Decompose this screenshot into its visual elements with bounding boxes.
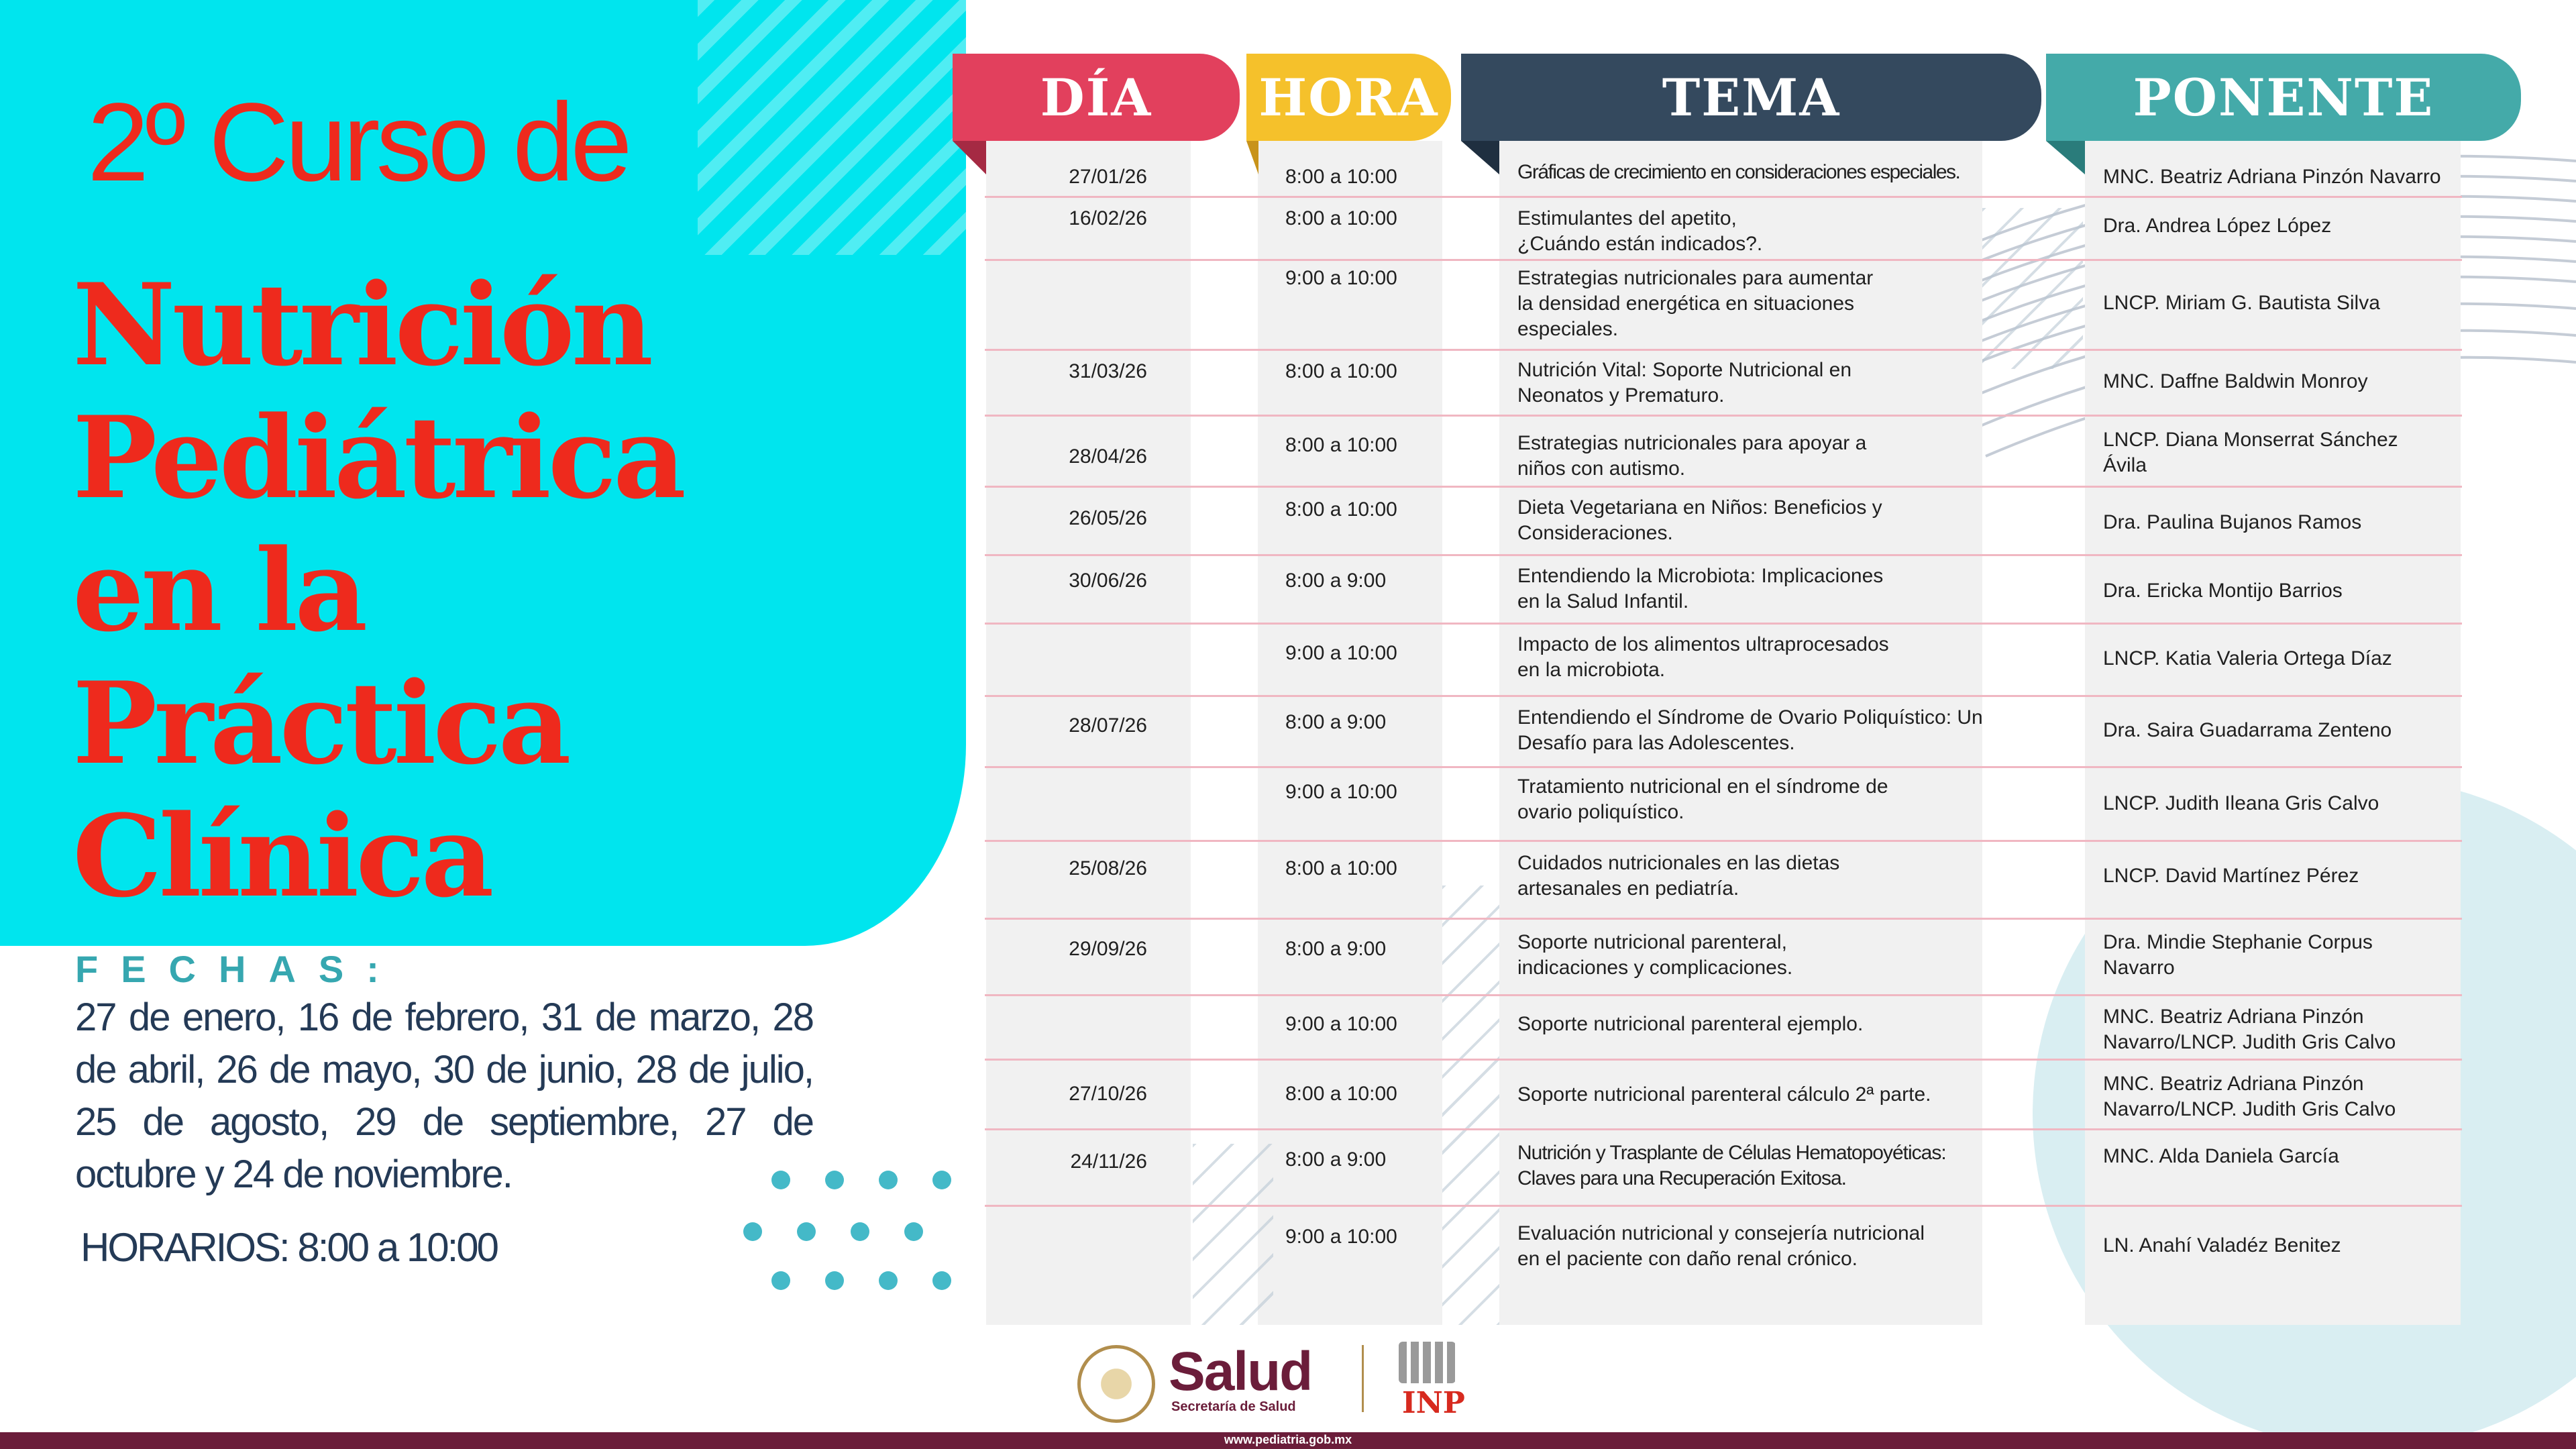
cell-hour: 8:00 a 10:00	[1285, 434, 1397, 456]
row-divider	[985, 259, 2462, 261]
cell-topic: Estrategias nutricionales para apoyar a niños con autismo.	[1517, 432, 1867, 480]
cell-hour: 8:00 a 10:00	[1285, 857, 1397, 879]
course-title	[72, 258, 743, 922]
row-divider	[985, 766, 2462, 768]
cell-hour: 8:00 a 9:00	[1285, 938, 1387, 960]
course-title-line: en la	[72, 524, 365, 657]
row-divider	[985, 486, 2462, 488]
cell-speaker: MNC. Beatriz Adriana Pinzón Navarro	[2103, 166, 2441, 188]
row-divider	[985, 1128, 2462, 1130]
header-hora: HORA	[1246, 54, 1451, 141]
cell-hour: 8:00 a 9:00	[1285, 711, 1387, 733]
row-divider	[985, 349, 2462, 351]
row-divider	[985, 196, 2462, 198]
dot-decoration	[825, 1171, 844, 1189]
header-dia: DÍA	[953, 54, 1240, 141]
row-divider	[985, 1205, 2462, 1207]
cell-topic: Gráficas de crecimiento en consideraciones especiales.	[1517, 161, 1960, 183]
footer-url[interactable]: www.pediatria.gob.mx	[1224, 1433, 1352, 1446]
row-divider	[985, 994, 2462, 996]
cell-topic: Entendiendo el Síndrome de Ovario Poliquístico: Un Desafío para las Adolescentes.	[1517, 706, 1983, 754]
inp-emblem-icon	[1399, 1342, 1456, 1383]
cell-day: 29/09/26	[1069, 938, 1147, 960]
row-divider	[985, 1059, 2462, 1061]
decorative-dots	[771, 1271, 951, 1290]
cell-speaker: MNC. Daffne Baldwin Monroy	[2103, 370, 2368, 392]
row-divider	[985, 623, 2462, 625]
dot-decoration	[932, 1271, 951, 1290]
header-ponente: PONENTE	[2046, 54, 2521, 141]
cell-topic: Dieta Vegetariana en Niños: Beneficios y Consideraciones.	[1517, 496, 1882, 544]
header-fold	[1461, 141, 1499, 174]
cell-hour: 8:00 a 10:00	[1285, 498, 1397, 521]
course-title-line: Nutrición	[72, 258, 650, 391]
cell-topic: Entendiendo la Microbiota: Implicaciones en la Salud Infantil.	[1517, 565, 1884, 612]
dot-decoration	[743, 1222, 762, 1241]
cell-speaker: LNCP. Katia Valeria Ortega Díaz	[2103, 647, 2392, 669]
cell-topic: Soporte nutricional parenteral cálculo 2ª parte.	[1517, 1083, 1931, 1106]
dot-decoration	[904, 1222, 923, 1241]
cell-day: 16/02/26	[1069, 207, 1147, 229]
row-divider	[985, 918, 2462, 920]
cell-topic: Evaluación nutricional y consejería nutricional en el paciente con daño renal crónico.	[1517, 1222, 1925, 1270]
header-fold	[2046, 141, 2085, 174]
header-fold	[953, 141, 986, 174]
cell-topic: Cuidados nutricionales en las dietas artesanales en pediatría.	[1517, 852, 1840, 900]
dot-decoration	[825, 1271, 844, 1290]
cell-hour: 9:00 a 10:00	[1285, 267, 1397, 289]
schedule-hours: HORARIOS: 8:00 a 10:00	[80, 1225, 498, 1270]
cell-speaker: MNC. Beatriz Adriana Pinzón Navarro/LNCP. Judith Gris Calvo	[2103, 1006, 2396, 1053]
dates-text: 27 de enero, 16 de febrero, 31 de marzo, 28 de abril, 26 de mayo, 30 de junio, 28 de julio, 25 de agosto, 29 de septiembre, 27 de octubre y 24 de noviembre.	[75, 996, 813, 1196]
cell-speaker: LNCP. Diana Monserrat Sánchez Ávila	[2103, 429, 2398, 476]
dot-decoration	[932, 1171, 951, 1189]
decorative-hatch	[1982, 208, 2083, 369]
cell-speaker: LNCP. Miriam G. Bautista Silva	[2103, 292, 2380, 314]
cell-hour: 8:00 a 10:00	[1285, 1083, 1397, 1105]
cell-day: 30/06/26	[1069, 570, 1147, 592]
dates-label: FECHAS:	[75, 948, 402, 990]
cell-speaker: Dra. Ericka Montijo Barrios	[2103, 580, 2343, 602]
cell-day: 31/03/26	[1069, 360, 1147, 382]
cell-day: 27/10/26	[1069, 1083, 1147, 1105]
cell-day: 28/04/26	[1069, 445, 1147, 468]
cell-topic: Estrategias nutricionales para aumentar la densidad energética en situaciones especiales.	[1517, 267, 1874, 340]
cell-hour: 9:00 a 10:00	[1285, 1013, 1397, 1035]
course-title-line: Práctica	[72, 657, 568, 790]
decorative-stripes	[698, 0, 966, 255]
cell-day: 28/07/26	[1069, 714, 1147, 737]
dot-decoration	[771, 1271, 790, 1290]
cell-day: 26/05/26	[1069, 507, 1147, 529]
cell-hour: 8:00 a 10:00	[1285, 360, 1397, 382]
decorative-dots	[771, 1171, 951, 1189]
cell-topic: Tratamiento nutricional en el síndrome de ovario poliquístico.	[1517, 775, 1888, 823]
cell-speaker: LNCP. David Martínez Pérez	[2103, 865, 2359, 887]
cell-hour: 8:00 a 9:00	[1285, 1148, 1387, 1171]
cell-topic: Impacto de los alimentos ultraprocesados en la microbiota.	[1517, 633, 1889, 681]
course-number-heading: 2º Curso de	[87, 80, 629, 205]
course-title-line: Clínica	[72, 790, 491, 922]
cell-hour: 9:00 a 10:00	[1285, 1226, 1397, 1248]
cell-topic: Soporte nutricional parenteral, indicaciones y complicaciones.	[1517, 931, 1793, 979]
row-divider	[985, 554, 2462, 556]
salud-subtitle: Secretaría de Salud	[1171, 1399, 1296, 1414]
mexico-seal-icon	[1077, 1345, 1155, 1423]
logo-divider	[1362, 1345, 1364, 1412]
cell-topic: Estimulantes del apetito, ¿Cuándo están indicados?.	[1517, 207, 1763, 255]
dot-decoration	[851, 1222, 869, 1241]
dot-decoration	[879, 1171, 898, 1189]
cell-day: 27/01/26	[1069, 166, 1147, 188]
cell-topic: Nutrición y Trasplante de Células Hematopoyéticas: Claves para una Recuperación Exitosa.	[1517, 1142, 1946, 1189]
header-tema: TEMA	[1461, 54, 2041, 141]
cell-speaker: Dra. Mindie Stephanie Corpus Navarro	[2103, 931, 2373, 979]
cell-hour: 9:00 a 10:00	[1285, 642, 1397, 664]
inp-logo: INP	[1402, 1386, 1465, 1420]
cell-speaker: Dra. Paulina Bujanos Ramos	[2103, 511, 2362, 533]
cell-speaker: MNC. Alda Daniela García	[2103, 1145, 2339, 1167]
cell-hour: 8:00 a 10:00	[1285, 166, 1397, 188]
cell-day: 24/11/26	[1070, 1150, 1147, 1173]
cell-speaker: LN. Anahí Valadéz Benitez	[2103, 1234, 2341, 1256]
dot-decoration	[771, 1171, 790, 1189]
course-title-line: Pediátrica	[72, 391, 683, 524]
cell-speaker: LNCP. Judith Ileana Gris Calvo	[2103, 792, 2379, 814]
salud-logo: Salud	[1169, 1341, 1312, 1402]
dot-decoration	[879, 1271, 898, 1290]
row-divider	[985, 840, 2462, 842]
cell-speaker: Dra. Saira Guadarrama Zenteno	[2103, 719, 2392, 741]
cell-topic: Soporte nutricional parenteral ejemplo.	[1517, 1013, 1864, 1035]
cell-day: 25/08/26	[1069, 857, 1147, 879]
row-divider	[985, 695, 2462, 697]
decorative-dots	[743, 1222, 923, 1241]
row-divider	[985, 415, 2462, 417]
dot-decoration	[797, 1222, 816, 1241]
cell-hour: 8:00 a 9:00	[1285, 570, 1387, 592]
cell-topic: Nutrición Vital: Soporte Nutricional en Neonatos y Prematuro.	[1517, 359, 1852, 407]
cell-speaker: Dra. Andrea López López	[2103, 215, 2332, 237]
cell-hour: 8:00 a 10:00	[1285, 207, 1397, 229]
cell-hour: 9:00 a 10:00	[1285, 781, 1397, 803]
cell-speaker: MNC. Beatriz Adriana Pinzón Navarro/LNCP. Judith Gris Calvo	[2103, 1073, 2396, 1120]
header-fold	[1246, 141, 1258, 174]
